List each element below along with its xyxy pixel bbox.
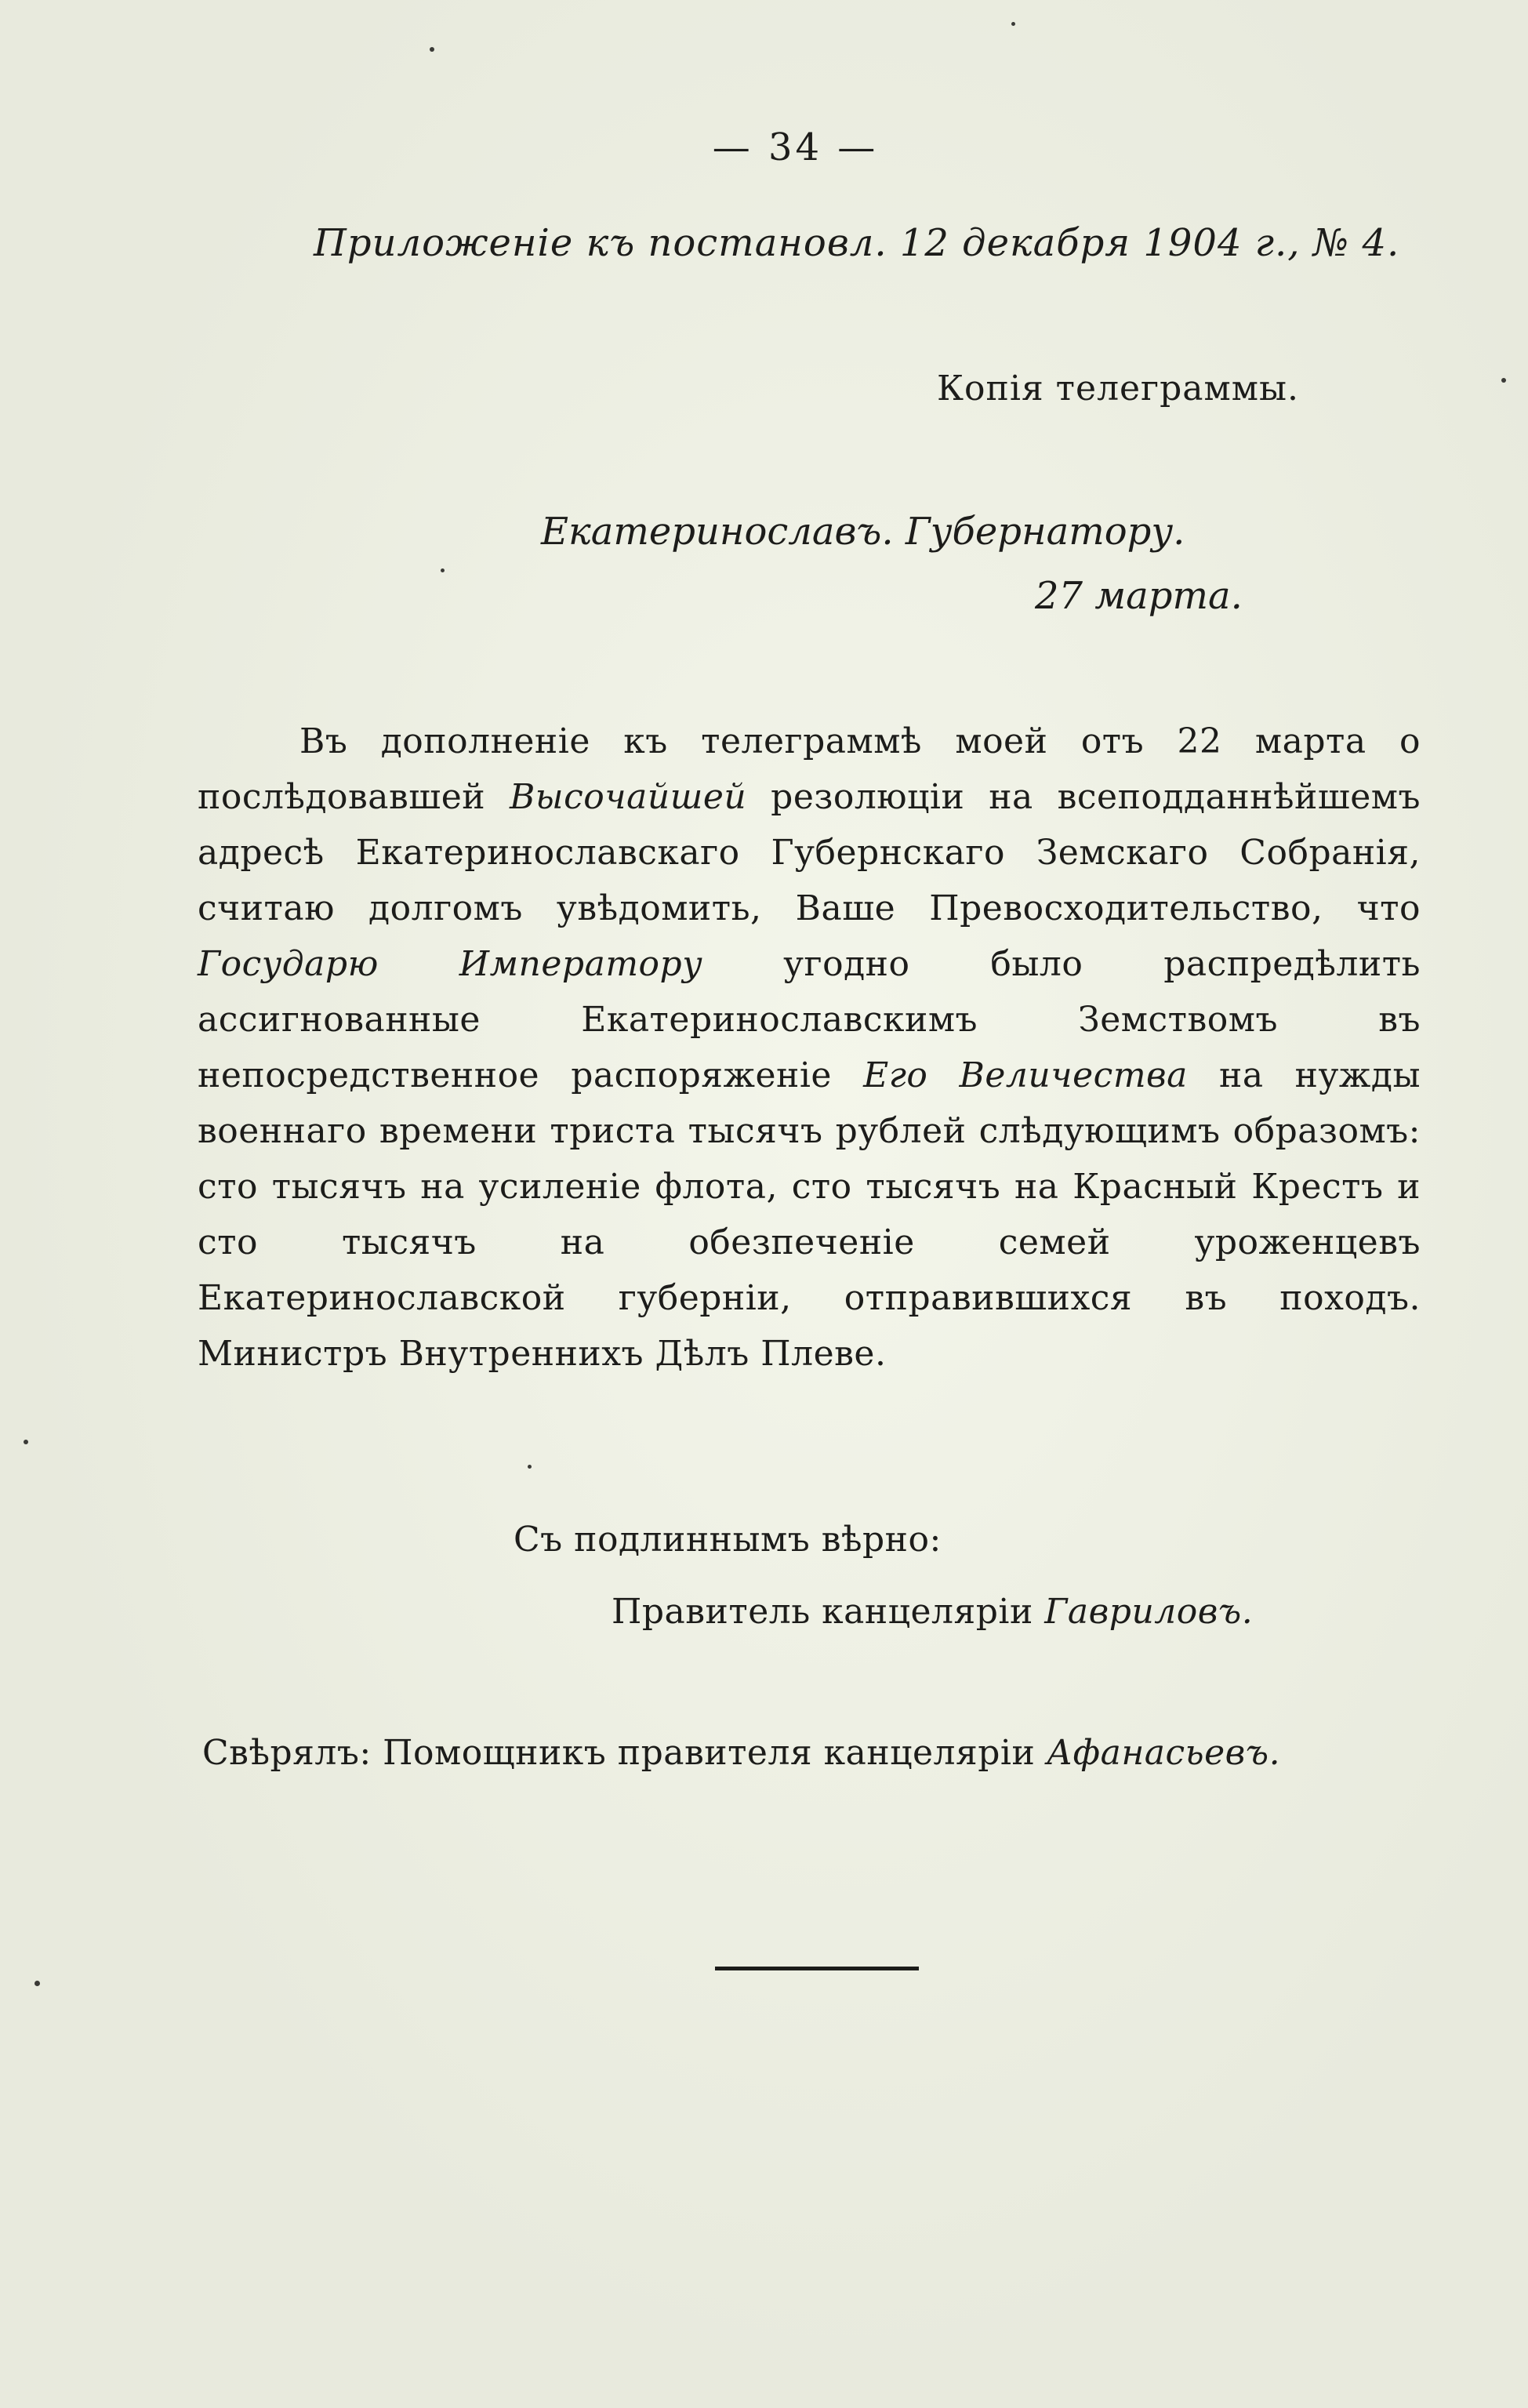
body-emphasis-1: Высочайшей [509,777,747,817]
paper-speck [24,1440,28,1444]
copy-title: Копiя телеграммы. [937,369,1299,409]
paper-speck [528,1465,532,1469]
certification-line: Съ подлиннымъ вѣрно: [514,1520,942,1560]
telegram-body [198,714,1421,1382]
verified-by-name: Афанасьевъ. [1046,1733,1281,1773]
paper-speck [430,47,434,52]
paper-speck [1501,378,1506,383]
telegram-date: 27 марта. [1035,574,1243,618]
clerk-name: Гавриловъ. [1044,1592,1254,1632]
telegram-address: Екатеринославъ. Губернатору. [541,510,1185,554]
body-emphasis-3: Его Величества [863,1055,1188,1095]
closing-rule [715,1967,919,1970]
page-number: — 34 — [712,125,879,169]
body-text-2: резолюцiи на всеподданнѣйшемъ адресѣ Екатеринославскаго Губернскаго Земскаго Собранiя, считаю долгомъ увѣдомить, Ваше Превосходительство, что [198,777,1421,928]
verified-by-label: Свѣрялъ: Помощникъ правителя канцелярiи [202,1733,1047,1773]
body-text-4: на нужды военнаго времени триста тысячъ рублей слѣдующимъ образомъ: сто тысячъ на усиленiе флота, сто тысячъ на Красный Крестъ и сто тысячъ на обезпеченiе семей уроженцевъ Екатеринославской губернiи, отправившихся въ походъ. Министръ Внутреннихъ Дѣлъ Плеве. [198,1055,1421,1374]
body-text-3: угодно было распредѣлить ассигнованные Екатеринославскимъ Земствомъ въ непосредственное распоряженiе [198,944,1421,1095]
paper-speck [1011,22,1015,26]
verified-by-line [202,1733,1280,1773]
body-emphasis-2: Государю Императору [198,944,703,984]
paper-speck [441,568,445,572]
paper-speck [34,1981,40,1986]
clerk-signature [612,1592,1253,1632]
appendix-heading: Приложенiе къ постановл. 12 декабря 1904 г., № 4. [314,221,1400,265]
body-text-1: Въ дополненiе къ телеграммѣ моей отъ 22 марта о послѣдовавшей [198,721,1421,817]
clerk-title: Правитель канцелярiи [612,1592,1045,1632]
